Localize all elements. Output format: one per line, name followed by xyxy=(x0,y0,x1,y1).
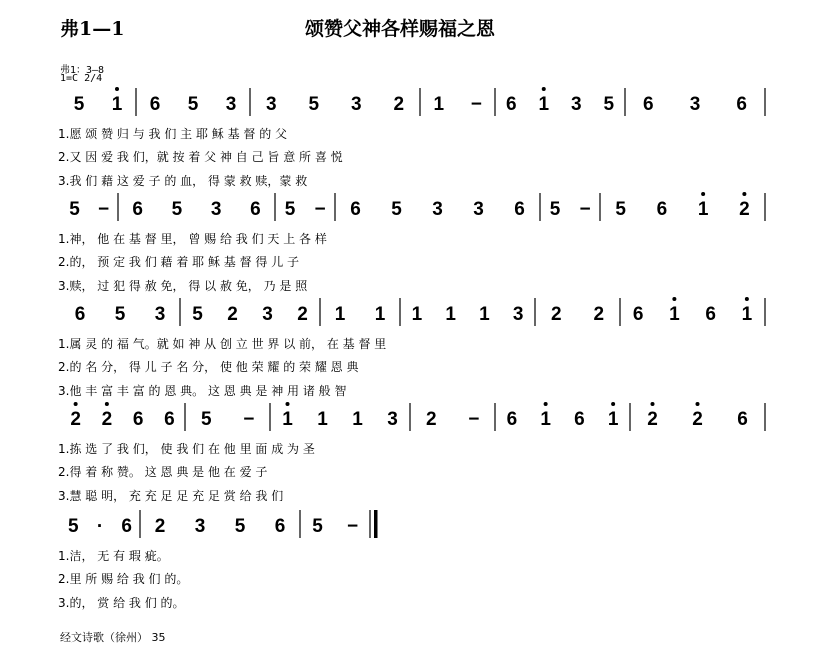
high-octave-dot xyxy=(544,402,548,406)
high-octave-dot xyxy=(105,402,109,406)
system-2 xyxy=(58,192,765,293)
lyric-verse-3: 3.赎， 过 犯 得 赦 免， 得 以 赦 免， 乃 是 照 xyxy=(58,279,308,293)
key-signature: 1=C 2/4 xyxy=(60,73,103,84)
note: 3 xyxy=(194,516,206,537)
note: 5 xyxy=(615,199,626,220)
lyric-verse-1: 1.神， 他 在 基 督 里， 曾 赐 给 我 们 天 上 各 样 xyxy=(58,232,327,246)
note: 3 xyxy=(225,94,237,115)
note: 2 xyxy=(739,199,750,220)
note: 6 xyxy=(736,94,747,115)
system-3 xyxy=(58,297,765,398)
high-octave-dot xyxy=(672,297,676,301)
song-title: 颂赞父神各样赐福之恩 xyxy=(305,18,496,40)
high-octave-dot xyxy=(74,402,78,406)
note: 2 xyxy=(692,409,703,430)
note: 5 xyxy=(68,516,79,537)
note: 5 xyxy=(284,199,296,220)
note: 5 xyxy=(391,199,402,220)
note: 2 xyxy=(593,304,605,325)
note: 1 xyxy=(607,409,619,430)
note: 1 xyxy=(317,409,328,430)
note: 6 xyxy=(132,199,143,220)
note: 5 xyxy=(603,94,615,115)
note: 1 xyxy=(352,409,363,430)
note: 5 xyxy=(187,94,199,115)
note: 3 xyxy=(210,199,222,220)
note: 6 xyxy=(737,409,748,430)
note: 5 xyxy=(114,304,126,325)
high-octave-dot xyxy=(611,402,615,406)
note: 3 xyxy=(387,409,398,430)
note: 5 xyxy=(308,94,320,115)
note: 5 xyxy=(171,199,183,220)
note: 1 xyxy=(433,94,445,115)
high-octave-dot xyxy=(696,402,700,406)
high-octave-dot xyxy=(701,192,705,196)
high-octave-dot xyxy=(286,402,290,406)
high-octave-dot xyxy=(542,87,546,91)
note: 6 xyxy=(705,304,716,325)
note: − xyxy=(346,516,359,537)
note: 2 xyxy=(70,409,81,430)
note: 6 xyxy=(121,516,132,537)
note: 3 xyxy=(512,304,524,325)
note: 3 xyxy=(262,304,273,325)
system-5 xyxy=(58,510,378,610)
note: 1 xyxy=(479,304,490,325)
note: 1 xyxy=(669,304,680,325)
note: 6 xyxy=(514,199,525,220)
lyric-verse-1: 1.属 灵 的 福 气。就 如 神 从 创 立 世 界 以 前， 在 基 督 里 xyxy=(58,337,387,351)
system-4 xyxy=(58,402,765,503)
note: 6 xyxy=(132,409,144,430)
note: 1 xyxy=(538,94,550,115)
note: 6 xyxy=(656,199,668,220)
note: 1 xyxy=(374,304,386,325)
note: 3 xyxy=(473,199,484,220)
note: 6 xyxy=(74,304,86,325)
note: 1 xyxy=(111,94,123,115)
note: 3 xyxy=(689,94,701,115)
note: 1 xyxy=(540,409,551,430)
note: 2 xyxy=(101,409,113,430)
note: 3 xyxy=(432,199,443,220)
note: 1 xyxy=(741,304,753,325)
note: 6 xyxy=(574,409,585,430)
lyric-verse-2: 2.又 因 爱 我 们，就 按 着 父 神 自 己 旨 意 所 喜 悦 xyxy=(58,150,343,164)
note: 3 xyxy=(154,304,166,325)
lyric-verse-1: 1.洁， 无 有 瑕 疵。 xyxy=(58,549,169,563)
note: 3 xyxy=(265,94,277,115)
note: 3 xyxy=(350,94,362,115)
lyric-verse-2: 2.得 着 称 赞。 这 恩 典 是 他 在 爱 子 xyxy=(58,465,268,479)
scripture-reference: 弗1：3—8 xyxy=(60,65,105,76)
note: 5 xyxy=(234,516,246,537)
lyric-verse-2: 2.里 所 赐 给 我 们 的。 xyxy=(58,572,189,586)
note: 2 xyxy=(425,409,437,430)
note: · xyxy=(96,516,104,537)
high-octave-dot xyxy=(115,87,119,91)
note: 6 xyxy=(250,199,261,220)
lyric-verse-2: 2.的 名 分， 得 儿 子 名 分， 使 他 荣 耀 的 荣 耀 恩 典 xyxy=(58,360,359,374)
note: 6 xyxy=(164,409,175,430)
note: 6 xyxy=(149,94,161,115)
note: 2 xyxy=(393,94,405,115)
note: 5 xyxy=(200,409,212,430)
note: − xyxy=(468,409,480,430)
system-1 xyxy=(58,87,765,188)
note: 6 xyxy=(274,516,286,537)
song-code: 弗1—1 xyxy=(60,18,125,40)
lyric-verse-3: 3.他 丰 富 丰 富 的 恩 典。 这 恩 典 是 神 用 诸 般 智 xyxy=(58,384,347,398)
lyric-verse-3: 3.我 们 藉 这 爱 子 的 血， 得 蒙 救 赎，蒙 救 xyxy=(58,174,308,188)
note: 6 xyxy=(350,199,361,220)
note: 5 xyxy=(312,516,323,537)
note: 3 xyxy=(570,94,582,115)
high-octave-dot xyxy=(742,192,746,196)
lyric-verse-3: 3.慧 聪 明， 充 充 足 足 充 足 赏 给 我 们 xyxy=(58,489,284,503)
note: 5 xyxy=(192,304,203,325)
note: 2 xyxy=(154,516,166,537)
note: 5 xyxy=(69,199,80,220)
lyric-verse-1: 1.拣 选 了 我 们， 使 我 们 在 他 里 面 成 为 圣 xyxy=(58,442,315,456)
lyric-verse-3: 3.的， 赏 给 我 们 的。 xyxy=(58,596,185,610)
note: 5 xyxy=(549,199,561,220)
note: 6 xyxy=(506,409,518,430)
note: − xyxy=(470,94,482,115)
note: 1 xyxy=(445,304,456,325)
note: 1 xyxy=(334,304,346,325)
note: 6 xyxy=(643,94,654,115)
high-octave-dot xyxy=(745,297,749,301)
note: − xyxy=(314,199,326,220)
note: − xyxy=(243,409,255,430)
page-footer: 经文诗歌（徐州） 35 xyxy=(60,631,166,644)
note: 6 xyxy=(505,94,517,115)
lyric-verse-2: 2.的， 预 定 我 们 藉 着 耶 稣 基 督 得 儿 子 xyxy=(58,255,300,269)
note: 2 xyxy=(647,409,658,430)
end-barline-thick xyxy=(374,510,378,538)
lyric-verse-1: 1.愿 颂 赞 归 与 我 们 主 耶 稣 基 督 的 父 xyxy=(58,127,288,141)
high-octave-dot xyxy=(651,402,655,406)
note: 2 xyxy=(297,304,308,325)
note: 1 xyxy=(282,409,293,430)
note: 1 xyxy=(411,304,423,325)
note: 2 xyxy=(550,304,562,325)
note: − xyxy=(579,199,591,220)
note: 5 xyxy=(73,94,85,115)
note: 1 xyxy=(697,199,709,220)
note: 6 xyxy=(632,304,644,325)
note: 2 xyxy=(227,304,238,325)
note: − xyxy=(97,199,110,220)
